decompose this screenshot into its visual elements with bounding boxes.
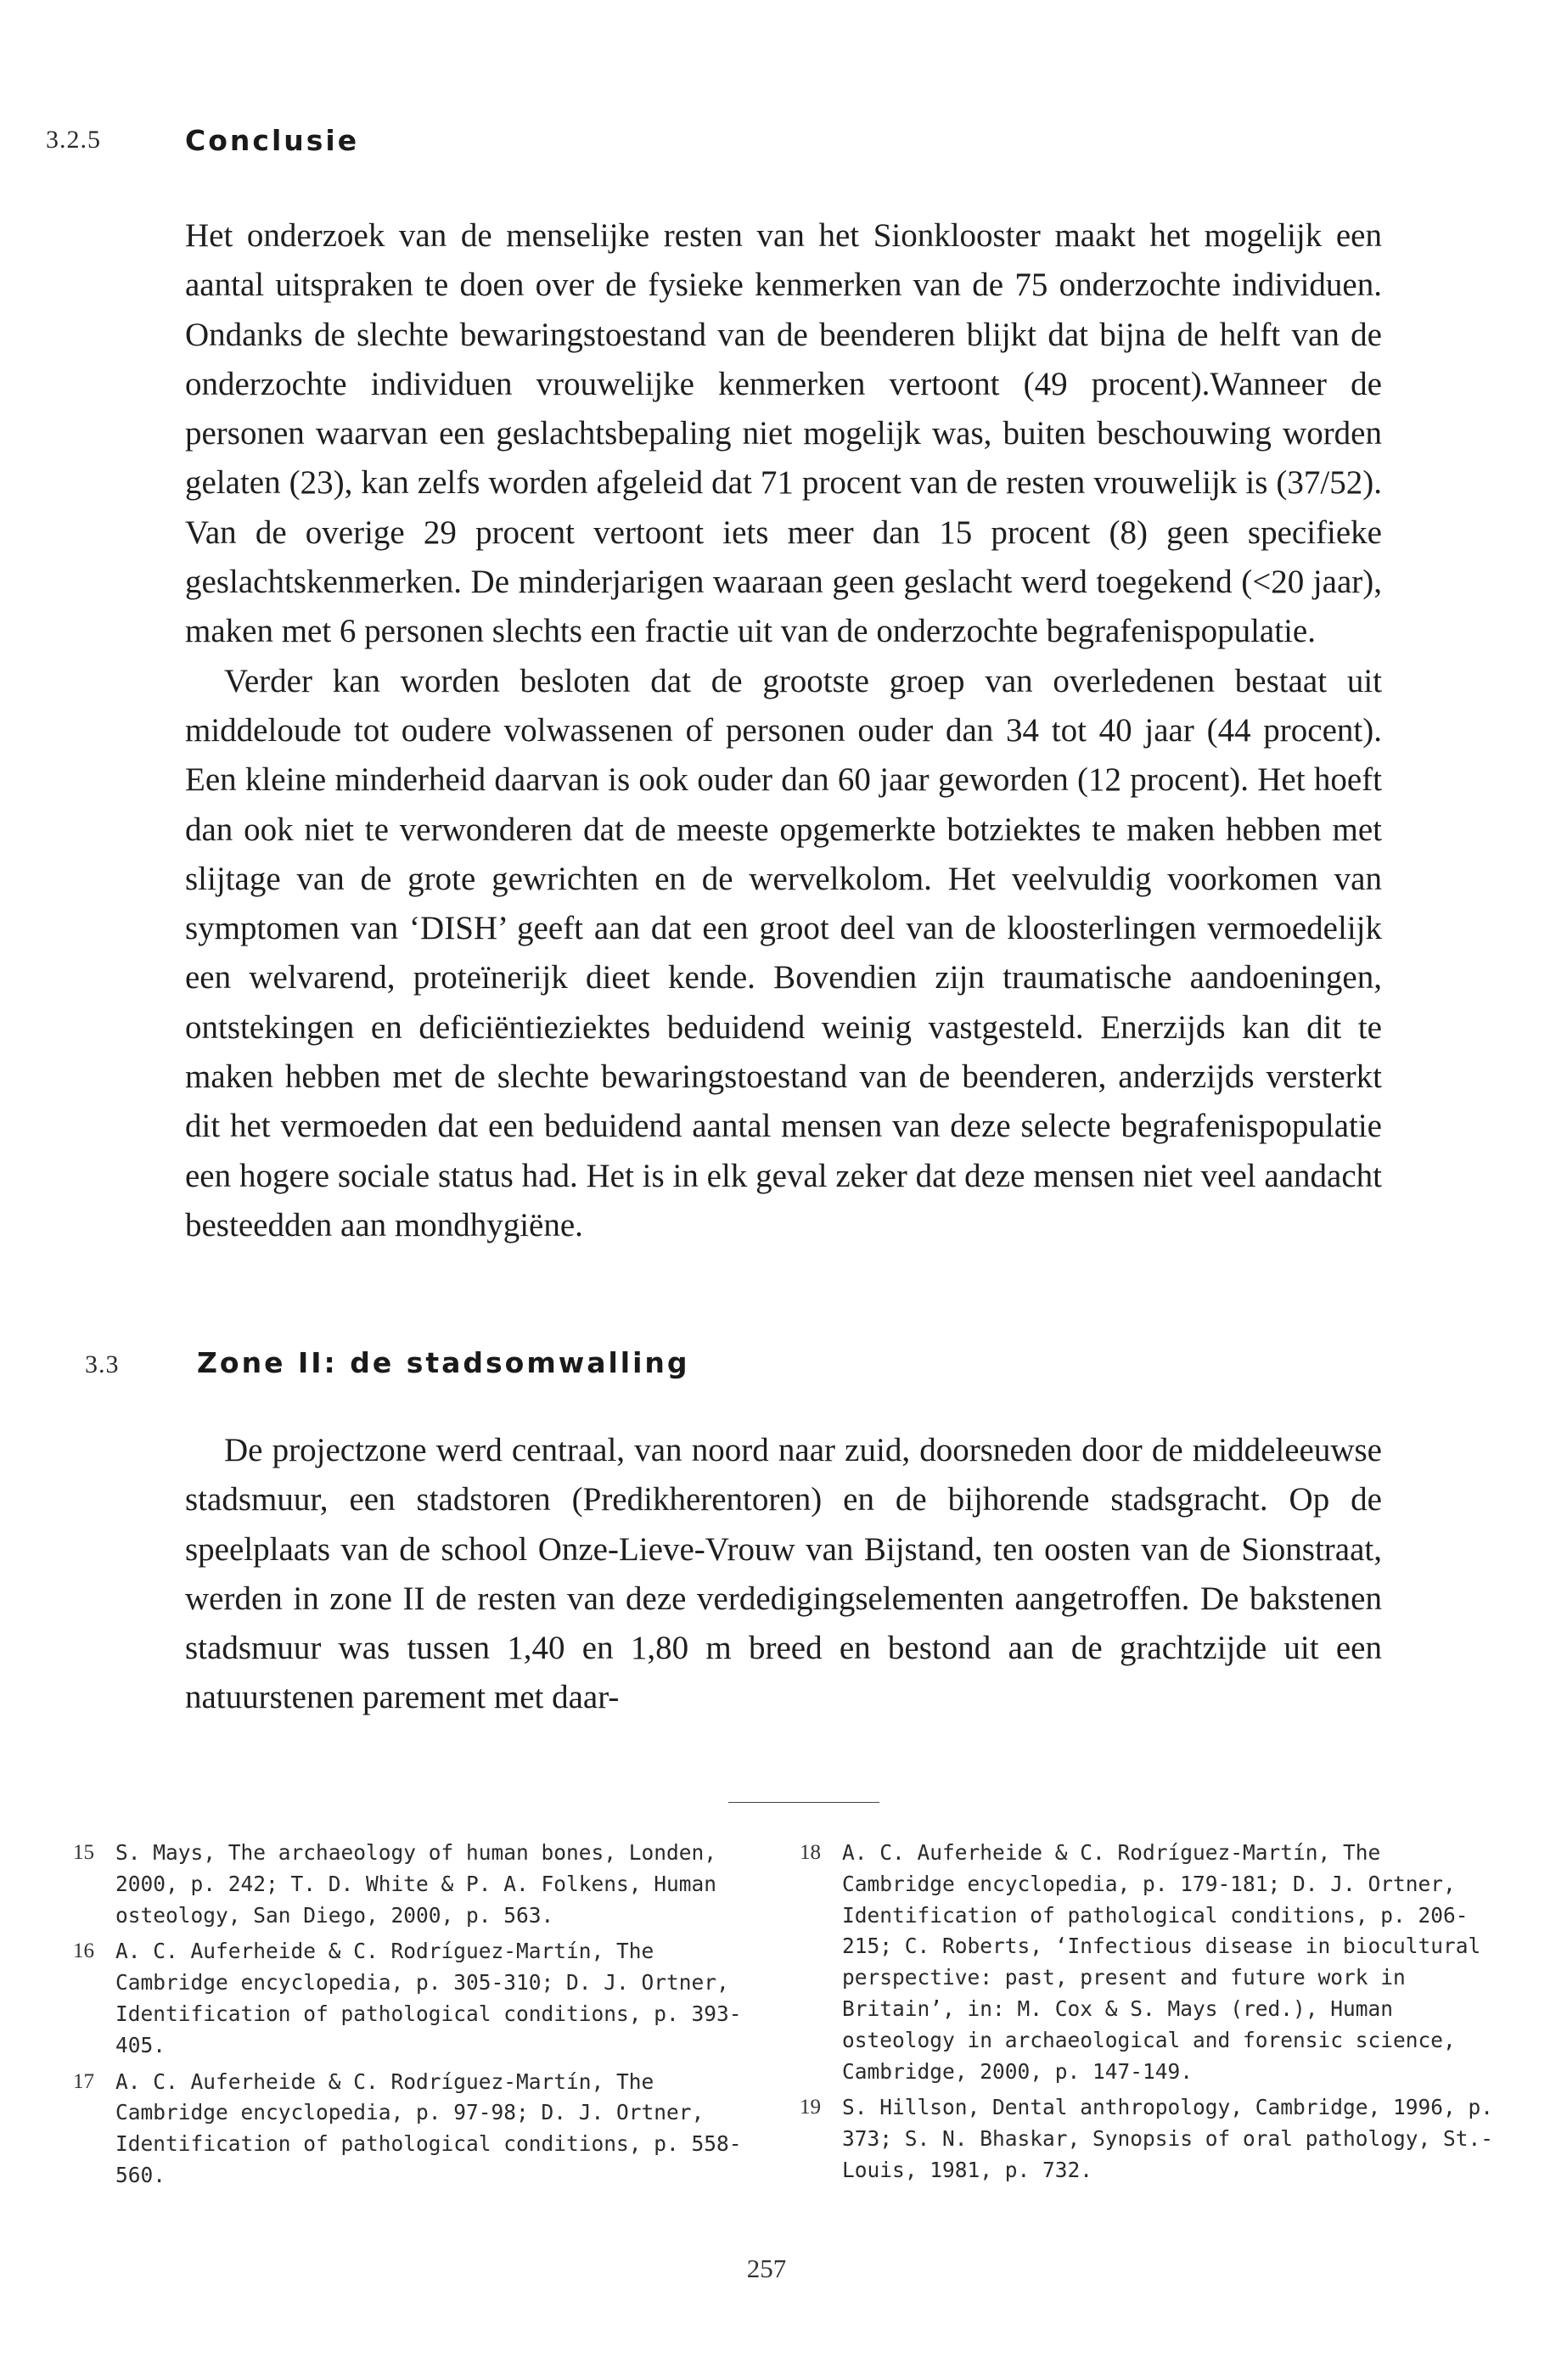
section-number: 3.2.5 xyxy=(46,126,101,154)
footnote-number: 18 xyxy=(800,1841,821,1864)
paragraph: Het onderzoek van de menselijke resten van het Sionklooster maakt het mogelijk een aantal uitspraken te doen over de fysieke kenmerken van de 75 onderzochte individuen. Ondanks de slechte bewaringstoestand van de beenderen blijkt dat bijna de helft van de onderzochte individuen vrouwelijke kenmerken vertoont (49 procent).Wanneer de personen waarvan een geslachtsbepaling niet mogelijk was, buiten beschouwing worden gelaten (23), kan zelfs worden afgeleid dat 71 procent van de resten vrouwelijk is (37/52). Van de overige 29 procent vertoont iets meer dan 15 procent (8) geen specifieke geslachtskenmerken. De minderjarigen waaraan geen geslacht werd toegekend (<20 jaar), maken met 6 personen slechts een fractie uit van de onderzochte begrafenispopulatie. xyxy=(185,217,1382,650)
paragraph: Verder kan worden besloten dat de grootste groep van overledenen bestaat uit middeloude tot oudere volwassenen of personen ouder dan 34 tot 40 jaar (44 procent). Een kleine minderheid daarvan is ook ouder dan 60 jaar geworden (12 procent). Het hoeft dan ook niet te verwonderen dat de meeste opgemerkte botziektes te maken hebben met slijtage van de grote gewrichten en de wervelkolom. Het veelvuldig voorkomen van symptomen van ‘DISH’ geeft aan dat een groot deel van de kloosterlingen vermoedelijk een welvarend, proteïnerijk dieet kende. Bovendien zijn traumatische aandoeningen, ontstekingen en deficiëntieziektes beduidend weinig vastgesteld. Enerzijds kan dit te maken hebben met de slechte bewaringstoestand van de beenderen, anderzijds versterkt dit het vermoeden dat een beduidend aantal mensen van deze selecte begrafenispopulatie een hogere sociale status had. Het is in elk geval zeker dat deze mensen niet veel aandacht besteedden aan mondhygiëne. xyxy=(185,662,1382,1243)
footnote-number: 16 xyxy=(73,1939,94,1963)
footnote-number: 19 xyxy=(800,2096,821,2119)
footnote xyxy=(73,1838,756,1931)
footnotes-right xyxy=(800,1838,1496,2192)
footnote-text: A. C. Auferheide & C. Rodríguez-Martín, The Cambridge encyclopedia, p. 97-98; D. J. Ortner, Identification of pathological conditions, p. 558-560. xyxy=(115,2068,742,2187)
footnote-text: A. C. Auferheide & C. Rodríguez-Martín, The Cambridge encyclopedia, p. 179-181; D. J. Ortner, Identification of pathological conditions, p. 206-215; C. Roberts, ‘Infectious disease in biocultural perspective: past, present and future work in Britain’, in: M. Cox & S. Mays (red.), Human osteology in archaeological and forensic science, Cambridge, 2000, p. 147-149. xyxy=(842,1840,1481,2084)
stadsomwalling-body xyxy=(185,1426,1382,1723)
footnote-number: 17 xyxy=(73,2069,94,2093)
conclusie-body xyxy=(185,211,1382,1250)
footnote xyxy=(800,1838,1496,2087)
section-number: 3.3 xyxy=(85,1350,120,1378)
page-number: 257 xyxy=(746,2254,787,2283)
footnote-text: S. Mays, The archaeology of human bones, Londen, 2000, p. 242; T. D. White & P. A. Folkens, Human osteology, San Diego, 2000, p. 563. xyxy=(115,1840,717,1928)
footnotes-left xyxy=(73,1838,756,2197)
section-title: Zone II: de stadsomwalling xyxy=(197,1346,690,1379)
footnote-separator xyxy=(728,1802,879,1803)
page-number-container xyxy=(0,2254,1567,2284)
footnote-text: S. Hillson, Dental anthropology, Cambridge, 1996, p. 373; S. N. Bhaskar, Synopsis of oral pathology, St.- Louis, 1981, p. 732. xyxy=(842,2095,1494,2182)
footnote xyxy=(73,1936,756,2061)
footnote-text: A. C. Auferheide & C. Rodríguez-Martín, The Cambridge encyclopedia, p. 305-310; D. J. Ortner, Identification of pathological conditions, p. 393-405. xyxy=(115,1939,742,2057)
section-title: Conclusie xyxy=(185,124,360,157)
footnote-number: 15 xyxy=(73,1841,94,1864)
footnote xyxy=(73,2067,756,2192)
paragraph: De projectzone werd centraal, van noord naar zuid, doorsneden door de middeleeuwse stadsmuur, een stadstoren (Predikherentoren) en de bijhorende stadsgracht. Op de speelplaats van de school Onze-Lieve-Vrouw van Bijstand, ten oosten van de Sionstraat, werden in zone II de resten van deze verdedigingselementen aangetroffen. De bakstenen stadsmuur was tussen 1,40 en 1,80 m breed en bestond aan de grachtzijde uit een natuurstenen parement met daar- xyxy=(185,1432,1382,1716)
footnote xyxy=(800,2092,1496,2186)
